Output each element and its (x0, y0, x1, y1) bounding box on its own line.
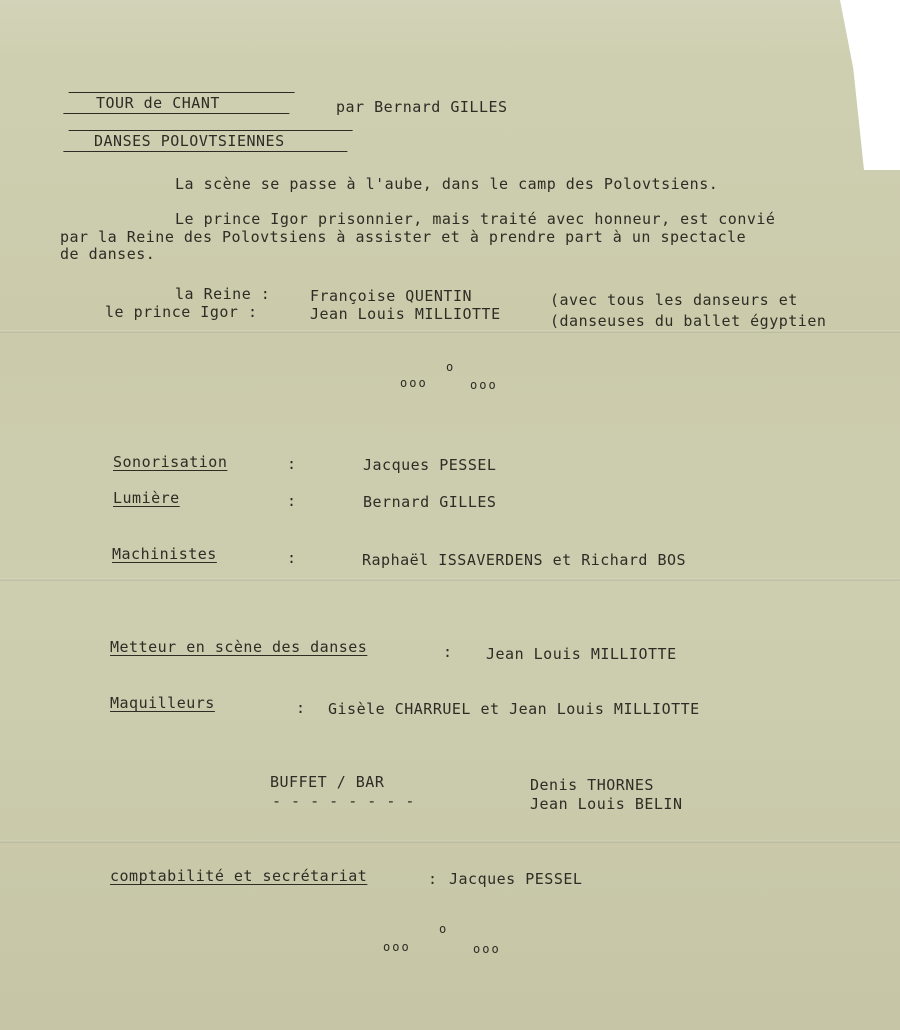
separator-dot: o (439, 922, 449, 936)
separator-dots-left: ooo (400, 376, 428, 390)
tour-de-chant-label: TOUR de CHANT (96, 94, 220, 112)
separator-dots-left: ooo (383, 940, 411, 954)
cast-note: (avec tous les danseurs et (550, 291, 798, 309)
cast-role: la Reine : (175, 285, 271, 303)
crew-label-lumiere: Lumière (113, 489, 180, 507)
buffet-dashes: - - - - - - - - (272, 792, 415, 810)
tour-de-chant-artist: par Bernard GILLES (336, 98, 508, 116)
director-value: Jean Louis MILLIOTTE (486, 645, 677, 663)
accounting-label: comptabilité et secrétariat (110, 867, 368, 885)
director-colon: : (443, 643, 453, 661)
fold-crease (0, 578, 900, 581)
crew-value-machinistes: Raphaël ISSAVERDENS et Richard BOS (362, 551, 687, 569)
crew-value-lumiere: Bernard GILLES (363, 493, 497, 511)
synopsis-line-3: par la Reine des Polovtsiens à assister et à prendre part à un spectacle (60, 228, 747, 246)
synopsis-line-4: de danses. (60, 245, 156, 263)
crew-label-sonorisation: Sonorisation (113, 453, 228, 471)
tour-de-chant-box (63, 92, 294, 114)
buffet-name: Jean Louis BELIN (530, 795, 683, 813)
separator-dots-right: ooo (473, 942, 501, 956)
crew-colon: : (287, 455, 297, 473)
buffet-label: BUFFET / BAR (270, 773, 385, 791)
director-label: Metteur en scène des danses (110, 638, 368, 656)
cast-role: le prince Igor : (105, 303, 258, 321)
crew-label-machinistes: Machinistes (112, 545, 217, 563)
cast-actor: Jean Louis MILLIOTTE (310, 305, 501, 323)
crew-colon: : (287, 549, 297, 567)
makeup-value: Gisèle CHARRUEL et Jean Louis MILLIOTTE (328, 700, 700, 718)
fold-crease (0, 330, 900, 333)
danses-box (63, 130, 352, 152)
separator-dot: o (446, 360, 456, 374)
fold-crease (0, 840, 900, 843)
danses-label: DANSES POLOVTSIENNES (94, 132, 285, 150)
synopsis-line-1: La scène se passe à l'aube, dans le camp des Polovtsiens. (175, 175, 719, 193)
synopsis-line-2: Le prince Igor prisonnier, mais traité avec honneur, est convié (175, 210, 776, 228)
crew-colon: : (287, 492, 297, 510)
crew-value-sonorisation: Jacques PESSEL (363, 456, 497, 474)
buffet-name: Denis THORNES (530, 776, 654, 794)
makeup-colon: : (296, 699, 306, 717)
accounting-colon: : (428, 870, 438, 888)
accounting-value: Jacques PESSEL (449, 870, 583, 888)
separator-dots-right: ooo (470, 378, 498, 392)
cast-note: (danseuses du ballet égyptien (550, 312, 827, 330)
torn-corner (840, 0, 900, 170)
cast-actor: Françoise QUENTIN (310, 287, 473, 305)
makeup-label: Maquilleurs (110, 694, 215, 712)
